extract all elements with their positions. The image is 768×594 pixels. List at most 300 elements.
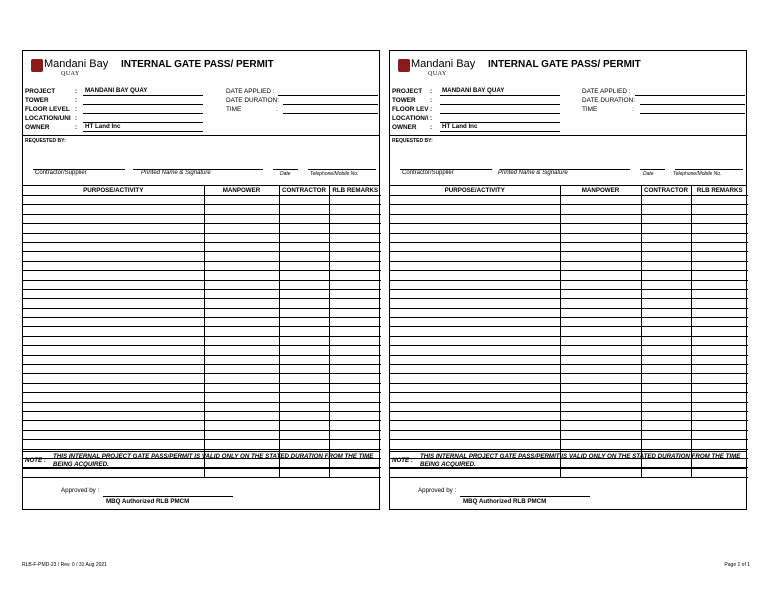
table-cell[interactable] — [23, 430, 204, 439]
printed-name-caption: Printed Name & Signature — [141, 170, 211, 176]
table-cell[interactable] — [390, 318, 560, 327]
table-cell[interactable] — [279, 402, 329, 411]
colon: : — [75, 106, 78, 113]
table-cell[interactable] — [329, 214, 381, 223]
table-cell[interactable] — [390, 224, 560, 233]
telephone-caption: Telephone/Mobile No. — [673, 171, 722, 177]
table-cell[interactable] — [390, 421, 560, 430]
table-cell[interactable] — [560, 365, 641, 374]
table-cell[interactable] — [204, 383, 279, 392]
table-cell[interactable] — [329, 346, 381, 355]
table-row — [23, 224, 381, 233]
table-cell[interactable] — [560, 242, 641, 251]
table-cell[interactable] — [23, 261, 204, 270]
table-cell[interactable] — [641, 468, 691, 477]
note-text: THIS INTERNAL PROJECT GATE PASS/PERMIT IS VALID ONLY ON THE STATED DURATION FROM THE TIME BEING ACQUIRED. — [420, 453, 741, 468]
table-cell[interactable] — [691, 411, 748, 420]
table-cell[interactable] — [279, 261, 329, 270]
logo-sub: QUAY — [428, 71, 447, 77]
table-cell[interactable] — [641, 242, 691, 251]
table-row — [390, 271, 748, 280]
table-cell[interactable] — [329, 421, 381, 430]
time-field[interactable] — [640, 113, 745, 114]
form-header — [390, 51, 746, 85]
table-cell[interactable] — [641, 365, 691, 374]
table-cell[interactable] — [390, 440, 560, 449]
table-row — [23, 402, 381, 411]
purpose-activity-header: PURPOSE/ACTIVITY — [390, 186, 560, 196]
table-cell[interactable] — [204, 196, 279, 205]
table-cell[interactable] — [390, 205, 560, 214]
table-cell[interactable] — [279, 355, 329, 364]
table-row — [23, 355, 381, 364]
table-cell[interactable] — [204, 346, 279, 355]
tower-field[interactable] — [440, 104, 560, 105]
table-cell[interactable] — [641, 440, 691, 449]
table-row — [390, 374, 748, 383]
table-cell[interactable] — [691, 289, 748, 298]
table-cell[interactable] — [691, 346, 748, 355]
table-cell[interactable] — [279, 440, 329, 449]
colon: : — [430, 88, 433, 95]
table-cell[interactable] — [329, 308, 381, 317]
time-label: TIME — [582, 106, 598, 113]
table-cell[interactable] — [390, 289, 560, 298]
table-cell[interactable] — [390, 242, 560, 251]
table-cell[interactable] — [204, 327, 279, 336]
table-cell[interactable] — [23, 289, 204, 298]
table-cell[interactable] — [204, 252, 279, 261]
table-cell[interactable] — [329, 271, 381, 280]
table-cell[interactable] — [641, 336, 691, 345]
table-cell[interactable] — [691, 327, 748, 336]
table-cell[interactable] — [329, 383, 381, 392]
table-cell[interactable] — [560, 383, 641, 392]
table-cell[interactable] — [641, 318, 691, 327]
table-cell[interactable] — [390, 252, 560, 261]
table-cell[interactable] — [560, 336, 641, 345]
table-row — [23, 421, 381, 430]
table-cell[interactable] — [560, 355, 641, 364]
table-cell[interactable] — [23, 336, 204, 345]
table-cell[interactable] — [329, 280, 381, 289]
table-cell[interactable] — [691, 336, 748, 345]
table-cell[interactable] — [641, 327, 691, 336]
table-cell[interactable] — [23, 318, 204, 327]
table-cell[interactable] — [329, 261, 381, 270]
table-cell[interactable] — [329, 318, 381, 327]
tower-label: TOWER — [25, 97, 49, 104]
table-cell[interactable] — [204, 214, 279, 223]
table-cell[interactable] — [560, 271, 641, 280]
table-cell[interactable] — [641, 355, 691, 364]
contractor-caption: Contractor/Supplier — [35, 170, 87, 176]
table-cell[interactable] — [390, 196, 560, 205]
table-cell[interactable] — [691, 280, 748, 289]
table-cell[interactable] — [641, 374, 691, 383]
table-cell[interactable] — [204, 271, 279, 280]
table-cell[interactable] — [390, 233, 560, 242]
table-cell[interactable] — [204, 430, 279, 439]
table-cell[interactable] — [641, 346, 691, 355]
table-cell[interactable] — [560, 252, 641, 261]
table-cell[interactable] — [390, 261, 560, 270]
table-row — [23, 411, 381, 420]
table-cell[interactable] — [691, 393, 748, 402]
table-cell[interactable] — [641, 308, 691, 317]
floor-level-field[interactable] — [440, 113, 560, 114]
table-cell[interactable] — [204, 411, 279, 420]
approval-signature-line[interactable] — [103, 496, 233, 497]
table-cell[interactable] — [329, 242, 381, 251]
table-cell[interactable] — [560, 196, 641, 205]
contractor-caption: Contractor/Supplier — [402, 170, 454, 176]
table-cell[interactable] — [641, 383, 691, 392]
table-cell[interactable] — [329, 336, 381, 345]
table-cell[interactable] — [691, 233, 748, 242]
table-row — [23, 327, 381, 336]
activity-table — [23, 186, 381, 478]
table-cell[interactable] — [204, 374, 279, 383]
table-cell[interactable] — [204, 308, 279, 317]
table-cell[interactable] — [279, 205, 329, 214]
table-cell[interactable] — [641, 421, 691, 430]
table-cell[interactable] — [641, 411, 691, 420]
table-cell[interactable] — [204, 289, 279, 298]
date-signature-line[interactable] — [640, 169, 665, 170]
table-cell[interactable] — [691, 421, 748, 430]
table-cell[interactable] — [279, 308, 329, 317]
table-cell[interactable] — [560, 280, 641, 289]
table-cell[interactable] — [390, 393, 560, 402]
table-cell[interactable] — [560, 430, 641, 439]
table-cell[interactable] — [279, 468, 329, 477]
table-cell[interactable] — [279, 430, 329, 439]
table-cell[interactable] — [641, 261, 691, 270]
table-cell[interactable] — [329, 411, 381, 420]
approved-by-label: Approved by : — [418, 487, 457, 494]
table-row — [23, 430, 381, 439]
table-cell[interactable] — [390, 430, 560, 439]
project-label: PROJECT — [392, 88, 423, 95]
table-cell[interactable] — [204, 355, 279, 364]
table-cell[interactable] — [641, 299, 691, 308]
table-cell[interactable] — [204, 393, 279, 402]
date-duration-label: DATE DURATION: — [582, 97, 636, 104]
owner-field[interactable] — [440, 131, 560, 132]
table-cell[interactable] — [279, 365, 329, 374]
table-cell[interactable] — [23, 280, 204, 289]
table-cell[interactable] — [279, 242, 329, 251]
table-cell[interactable] — [560, 402, 641, 411]
table-cell[interactable] — [329, 289, 381, 298]
table-cell[interactable] — [329, 327, 381, 336]
location-field[interactable] — [440, 122, 560, 123]
table-cell[interactable] — [329, 355, 381, 364]
table-cell[interactable] — [560, 299, 641, 308]
table-cell[interactable] — [641, 393, 691, 402]
table-cell[interactable] — [641, 430, 691, 439]
table-cell[interactable] — [641, 196, 691, 205]
table-cell[interactable] — [204, 336, 279, 345]
table-row — [23, 308, 381, 317]
table-cell[interactable] — [560, 308, 641, 317]
table-cell[interactable] — [23, 440, 204, 449]
table-cell[interactable] — [23, 365, 204, 374]
table-cell[interactable] — [329, 233, 381, 242]
table-cell[interactable] — [23, 383, 204, 392]
table-cell[interactable] — [691, 205, 748, 214]
table-cell[interactable] — [204, 402, 279, 411]
table-cell[interactable] — [279, 233, 329, 242]
table-row — [23, 468, 381, 477]
table-cell[interactable] — [23, 205, 204, 214]
project-label: PROJECT — [25, 88, 56, 95]
table-cell[interactable] — [691, 242, 748, 251]
table-cell[interactable] — [390, 374, 560, 383]
table-cell[interactable] — [560, 421, 641, 430]
table-cell[interactable] — [279, 346, 329, 355]
table-cell[interactable] — [23, 214, 204, 223]
table-cell[interactable] — [329, 440, 381, 449]
table-row — [390, 252, 748, 261]
table-cell[interactable] — [560, 440, 641, 449]
table-cell[interactable] — [279, 374, 329, 383]
table-cell[interactable] — [691, 299, 748, 308]
table-cell[interactable] — [204, 205, 279, 214]
table-cell[interactable] — [691, 318, 748, 327]
table-cell[interactable] — [279, 289, 329, 298]
table-cell[interactable] — [390, 402, 560, 411]
project-field[interactable] — [83, 95, 203, 96]
table-row — [390, 421, 748, 430]
table-cell[interactable] — [329, 299, 381, 308]
table-cell[interactable] — [560, 327, 641, 336]
table-cell[interactable] — [279, 252, 329, 261]
owner-field[interactable] — [83, 131, 203, 132]
table-row — [23, 374, 381, 383]
table-cell[interactable] — [329, 196, 381, 205]
table-cell[interactable] — [329, 393, 381, 402]
table-cell[interactable] — [691, 374, 748, 383]
table-cell[interactable] — [691, 196, 748, 205]
table-cell[interactable] — [279, 318, 329, 327]
table-cell[interactable] — [23, 252, 204, 261]
table-row — [390, 383, 748, 392]
table-cell[interactable] — [691, 468, 748, 477]
table-row — [390, 440, 748, 449]
table-row — [23, 318, 381, 327]
table-cell[interactable] — [691, 271, 748, 280]
table-cell[interactable] — [691, 430, 748, 439]
table-cell[interactable] — [204, 318, 279, 327]
table-cell[interactable] — [204, 261, 279, 270]
table-cell[interactable] — [23, 421, 204, 430]
table-cell[interactable] — [23, 299, 204, 308]
owner-label: OWNER — [25, 124, 50, 131]
telephone-signature-line[interactable] — [675, 169, 743, 170]
document-reference: RLB-F-PMD-23 / Rev. 0 / 31 Aug 2021 — [22, 562, 107, 568]
table-row — [23, 393, 381, 402]
table-cell[interactable] — [329, 402, 381, 411]
table-row — [390, 402, 748, 411]
table-cell[interactable] — [279, 271, 329, 280]
table-cell[interactable] — [691, 365, 748, 374]
table-cell[interactable] — [560, 411, 641, 420]
table-cell[interactable] — [279, 280, 329, 289]
table-cell[interactable] — [560, 224, 641, 233]
table-cell[interactable] — [329, 374, 381, 383]
gate-pass-form-right — [389, 50, 747, 510]
table-cell[interactable] — [204, 224, 279, 233]
table-cell[interactable] — [329, 252, 381, 261]
table-cell[interactable] — [691, 252, 748, 261]
table-cell[interactable] — [641, 252, 691, 261]
table-cell[interactable] — [204, 468, 279, 477]
table-cell[interactable] — [390, 299, 560, 308]
telephone-signature-line[interactable] — [308, 169, 376, 170]
table-cell[interactable] — [691, 214, 748, 223]
date-duration-field[interactable] — [640, 104, 745, 105]
table-cell[interactable] — [691, 440, 748, 449]
contractor-header: CONTRACTOR — [279, 186, 329, 196]
table-cell[interactable] — [390, 383, 560, 392]
table-row — [23, 383, 381, 392]
table-cell[interactable] — [691, 355, 748, 364]
table-cell[interactable] — [279, 421, 329, 430]
table-cell[interactable] — [641, 289, 691, 298]
table-cell[interactable] — [390, 365, 560, 374]
date-applied-field[interactable] — [278, 95, 378, 96]
table-cell[interactable] — [329, 224, 381, 233]
table-cell[interactable] — [23, 196, 204, 205]
table-cell[interactable] — [329, 205, 381, 214]
table-cell[interactable] — [390, 280, 560, 289]
table-cell[interactable] — [23, 346, 204, 355]
table-cell[interactable] — [390, 271, 560, 280]
table-cell[interactable] — [204, 242, 279, 251]
table-cell[interactable] — [560, 374, 641, 383]
table-cell[interactable] — [390, 308, 560, 317]
table-cell[interactable] — [390, 468, 560, 477]
table-cell[interactable] — [23, 402, 204, 411]
table-cell[interactable] — [560, 214, 641, 223]
table-cell[interactable] — [560, 393, 641, 402]
table-cell[interactable] — [390, 327, 560, 336]
table-cell[interactable] — [23, 355, 204, 364]
requested-by-label: REQUESTED BY: — [25, 138, 66, 144]
table-cell[interactable] — [23, 411, 204, 420]
table-cell[interactable] — [23, 224, 204, 233]
table-cell[interactable] — [641, 402, 691, 411]
table-cell[interactable] — [204, 299, 279, 308]
table-cell[interactable] — [390, 411, 560, 420]
table-cell[interactable] — [23, 327, 204, 336]
table-cell[interactable] — [641, 224, 691, 233]
table-cell[interactable] — [691, 224, 748, 233]
table-cell[interactable] — [560, 261, 641, 270]
table-cell[interactable] — [691, 261, 748, 270]
table-cell[interactable] — [279, 336, 329, 345]
table-row — [390, 261, 748, 270]
table-cell[interactable] — [390, 336, 560, 345]
table-cell[interactable] — [279, 393, 329, 402]
table-cell[interactable] — [560, 468, 641, 477]
table-cell[interactable] — [691, 308, 748, 317]
table-cell[interactable] — [204, 280, 279, 289]
table-cell[interactable] — [204, 440, 279, 449]
table-row — [23, 233, 381, 242]
table-cell[interactable] — [279, 411, 329, 420]
table-cell[interactable] — [641, 280, 691, 289]
page-number: Page 1 of 1 — [724, 562, 750, 568]
table-cell[interactable] — [23, 468, 204, 477]
table-cell[interactable] — [390, 346, 560, 355]
tower-field[interactable] — [83, 104, 203, 105]
table-cell[interactable] — [641, 205, 691, 214]
table-cell[interactable] — [560, 205, 641, 214]
table-cell[interactable] — [204, 421, 279, 430]
table-cell[interactable] — [390, 214, 560, 223]
colon: : — [430, 106, 433, 113]
table-cell[interactable] — [23, 233, 204, 242]
table-cell[interactable] — [329, 365, 381, 374]
location-field[interactable] — [83, 122, 203, 123]
table-row — [390, 430, 748, 439]
table-cell[interactable] — [279, 327, 329, 336]
table-cell[interactable] — [23, 271, 204, 280]
approval-signature-line[interactable] — [460, 496, 590, 497]
table-cell[interactable] — [641, 271, 691, 280]
table-cell[interactable] — [641, 214, 691, 223]
note-box — [23, 451, 379, 469]
table-cell[interactable] — [560, 346, 641, 355]
table-cell[interactable] — [329, 430, 381, 439]
date-signature-line[interactable] — [273, 169, 298, 170]
manpower-header: MANPOWER — [204, 186, 279, 196]
table-cell[interactable] — [204, 365, 279, 374]
table-cell[interactable] — [23, 308, 204, 317]
date-applied-field[interactable] — [635, 95, 745, 96]
table-cell[interactable] — [691, 383, 748, 392]
floor-level-field[interactable] — [83, 113, 203, 114]
date-applied-label: DATE APPLIED : — [226, 88, 275, 95]
table-cell[interactable] — [279, 299, 329, 308]
table-cell[interactable] — [560, 318, 641, 327]
time-field[interactable] — [283, 113, 378, 114]
table-cell[interactable] — [279, 196, 329, 205]
table-cell[interactable] — [329, 468, 381, 477]
table-row — [390, 411, 748, 420]
table-cell[interactable] — [204, 233, 279, 242]
table-cell[interactable] — [691, 402, 748, 411]
table-cell[interactable] — [560, 289, 641, 298]
table-cell[interactable] — [279, 224, 329, 233]
table-row — [390, 242, 748, 251]
table-cell[interactable] — [23, 374, 204, 383]
table-row — [390, 468, 748, 477]
table-cell[interactable] — [23, 242, 204, 251]
table-cell[interactable] — [560, 233, 641, 242]
table-cell[interactable] — [279, 214, 329, 223]
table-cell[interactable] — [641, 233, 691, 242]
table-cell[interactable] — [23, 393, 204, 402]
table-row — [390, 355, 748, 364]
table-cell[interactable] — [390, 355, 560, 364]
date-duration-field[interactable] — [283, 104, 378, 105]
table-cell[interactable] — [279, 383, 329, 392]
project-field[interactable] — [440, 95, 560, 96]
